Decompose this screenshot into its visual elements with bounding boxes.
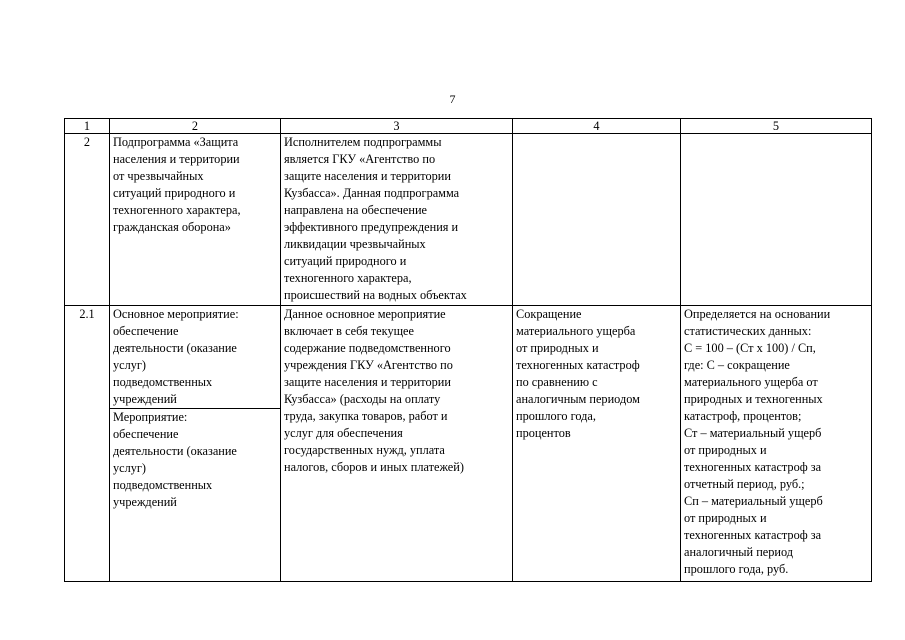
line: происшествий на водных объектах: [284, 288, 467, 302]
line: прошлого года,: [516, 409, 596, 423]
subprogram-name-cell: [110, 134, 281, 306]
line: Исполнителем подпрограммы: [284, 135, 442, 149]
line: защите населения и территории: [284, 169, 451, 183]
table-row-2-1: [65, 306, 872, 409]
indicator-cell: [513, 306, 681, 582]
line: Сп – материальный ущерб: [684, 494, 823, 508]
line: услуг для обеспечения: [284, 426, 403, 440]
activity-cell: [110, 409, 281, 582]
line: Мероприятие:: [113, 410, 188, 424]
line: по сравнению с: [516, 375, 598, 389]
line: услуг): [113, 461, 147, 475]
line: катастроф, процентов;: [684, 409, 802, 423]
subprogram-description-cell: [281, 134, 513, 306]
line: населения и территории: [113, 152, 240, 166]
line: Основное мероприятие:: [113, 307, 239, 321]
line: защите населения и территории: [284, 375, 451, 389]
line: содержание подведомственного: [284, 341, 451, 355]
calculation-method-cell: [681, 306, 872, 582]
line: ситуаций природного и: [284, 254, 407, 268]
line: аналогичным периодом: [516, 392, 640, 406]
line: Ст – материальный ущерб: [684, 426, 822, 440]
line: учреждения ГКУ «Агентство по: [284, 358, 453, 372]
line: техногенных катастроф: [516, 358, 640, 372]
line: от природных и: [516, 341, 599, 355]
line: государственных нужд, уплата: [284, 443, 445, 457]
indicator-cell-empty: [513, 134, 681, 306]
line: статистических данных:: [684, 324, 812, 338]
line: прошлого года, руб.: [684, 562, 789, 576]
line: Определяется на основании: [684, 307, 831, 321]
line: природных и техногенных: [684, 392, 823, 406]
line: от природных и: [684, 443, 767, 457]
line: налогов, сборов и иных платежей): [284, 460, 464, 474]
line: техногенных катастроф за: [684, 528, 822, 542]
line: техногенного характера,: [284, 271, 412, 285]
header-cell-3: 3: [281, 119, 513, 134]
method-cell-empty: [681, 134, 872, 306]
program-table: [64, 118, 872, 582]
line: подведомственных: [113, 375, 213, 389]
line: обеспечение: [113, 324, 179, 338]
formula-line: С = 100 – (Ст х 100) / Сп,: [684, 341, 816, 355]
line: ликвидации чрезвычайных: [284, 237, 426, 251]
line: включает в себя текущее: [284, 324, 414, 338]
line: является ГКУ «Агентство по: [284, 152, 436, 166]
line: от природных и: [684, 511, 767, 525]
line: услуг): [113, 358, 147, 372]
header-row: [65, 119, 872, 134]
activity-description-cell: [281, 306, 513, 582]
line: где: С – сокращение: [684, 358, 790, 372]
line: эффективного предупреждения и: [284, 220, 459, 234]
line: материального ущерба от: [684, 375, 818, 389]
page-number: 7: [449, 92, 456, 106]
line: учреждений: [113, 392, 177, 406]
table-row-2: [65, 134, 872, 306]
line: Кузбасса». Данная подпрограмма: [284, 186, 460, 200]
line: техногенных катастроф за: [684, 460, 822, 474]
line: обеспечение: [113, 427, 179, 441]
row-number: 2: [65, 134, 110, 306]
line: гражданская оборона»: [113, 220, 231, 234]
line: деятельности (оказание: [113, 444, 237, 458]
line: техногенного характера,: [113, 203, 241, 217]
main-activity-cell: [110, 306, 281, 409]
line: отчетный период, руб.;: [684, 477, 805, 491]
line: от чрезвычайных: [113, 169, 204, 183]
header-cell-5: 5: [681, 119, 872, 134]
line: Подпрограмма «Защита: [113, 135, 239, 149]
line: материального ущерба: [516, 324, 636, 338]
line: ситуаций природного и: [113, 186, 236, 200]
header-cell-1: 1: [65, 119, 110, 134]
row-number: 2.1: [65, 306, 110, 582]
line: процентов: [516, 426, 571, 440]
header-cell-2: 2: [110, 119, 281, 134]
line: подведомственных: [113, 478, 213, 492]
line: Данное основное мероприятие: [284, 307, 446, 321]
line: деятельности (оказание: [113, 341, 237, 355]
line: Кузбасса» (расходы на оплату: [284, 392, 441, 406]
line: направлена на обеспечение: [284, 203, 427, 217]
line: аналогичный период: [684, 545, 794, 559]
line: Сокращение: [516, 307, 582, 321]
header-cell-4: 4: [513, 119, 681, 134]
line: труда, закупка товаров, работ и: [284, 409, 448, 423]
line: учреждений: [113, 495, 177, 509]
